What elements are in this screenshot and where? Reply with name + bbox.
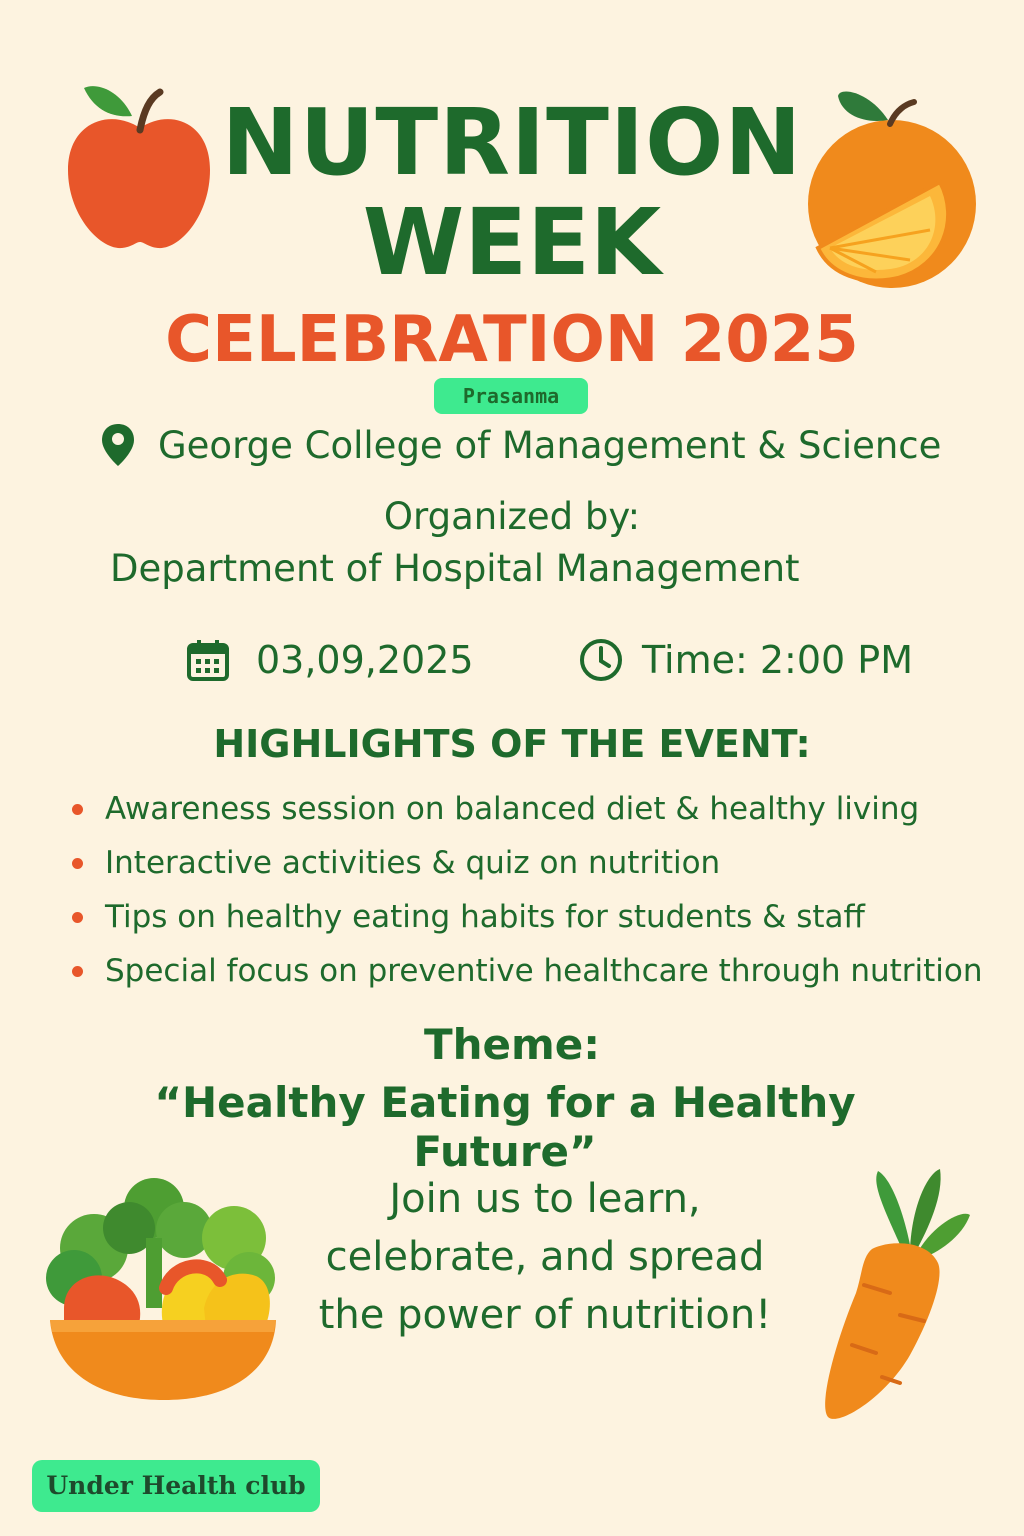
vegetable-bowl-illustration xyxy=(34,1168,284,1408)
venue-row xyxy=(100,420,941,470)
carrot-illustration xyxy=(812,1165,977,1430)
list-item xyxy=(72,890,1022,944)
bullet-icon xyxy=(72,858,83,869)
highlight-text: Interactive activities & quiz on nutrition xyxy=(105,845,721,881)
location-pin-icon xyxy=(100,422,136,468)
title-line-1: NUTRITION xyxy=(221,89,803,196)
highlight-text: Tips on healthy eating habits for students & staff xyxy=(105,899,865,935)
event-date: 03,09,2025 xyxy=(256,638,474,682)
highlight-text: Awareness session on balanced diet & healthy living xyxy=(105,791,920,827)
closing-line-2: celebrate, and spread xyxy=(325,1234,765,1280)
clock-icon xyxy=(578,637,624,683)
bullet-icon xyxy=(72,966,83,977)
event-subtitle: CELEBRATION 2025 xyxy=(165,303,859,377)
list-item xyxy=(72,836,1022,890)
closing-line-1: Join us to learn, xyxy=(389,1176,701,1222)
closing-message xyxy=(300,1170,790,1344)
venue-name: George College of Management & Science xyxy=(158,423,942,467)
event-time: Time: 2:00 PM xyxy=(642,638,913,682)
theme-text: “Healthy Eating for a Healthy Future” xyxy=(154,1078,856,1176)
list-item xyxy=(72,782,1022,836)
highlight-text: Special focus on preventive healthcare through nutrition xyxy=(105,953,983,989)
highlights-list xyxy=(72,782,1022,998)
calendar-icon xyxy=(186,638,230,682)
organizer-label: Organized by: xyxy=(383,495,641,538)
highlights-title: HIGHLIGHTS OF THE EVENT: xyxy=(213,722,811,766)
list-item xyxy=(72,944,1022,998)
club-tag: Under Health club xyxy=(32,1460,320,1512)
theme-label: Theme: xyxy=(423,1020,601,1069)
author-tag: Prasanma xyxy=(434,378,588,414)
organizer-name: Department of Hospital Management xyxy=(110,547,800,590)
bullet-icon xyxy=(72,804,83,815)
date-row xyxy=(186,632,474,688)
bullet-icon xyxy=(72,912,83,923)
title-line-2: WEEK xyxy=(362,189,662,296)
time-row xyxy=(578,632,913,688)
closing-line-3: the power of nutrition! xyxy=(318,1292,772,1338)
